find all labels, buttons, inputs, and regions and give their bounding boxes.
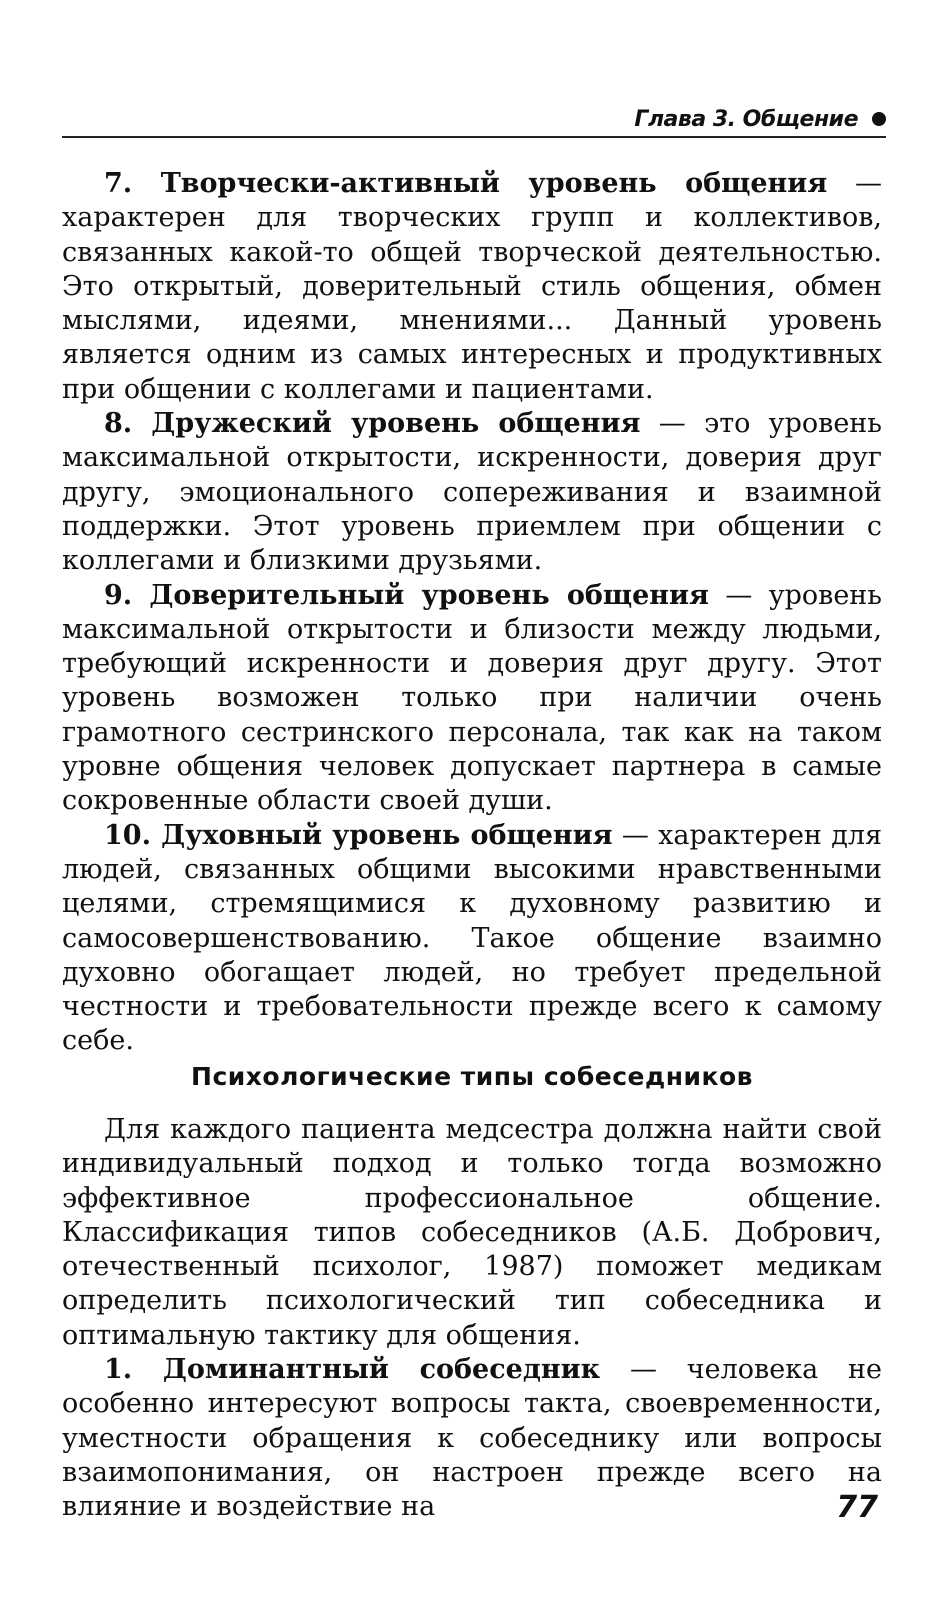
paragraph-term: 1. Доминантный собеседник [104, 1354, 601, 1386]
paragraph-term: 10. Духовный уровень общения [104, 819, 613, 851]
paragraph-level-9 [62, 579, 882, 819]
chapter-title: Глава 3. Общение [634, 107, 858, 132]
paragraph-text: — это уровень максимальной открытости, искренности, доверия друг другу, эмоционального сопереживания и взаимной поддержки. Этот уровень приемлем при общении с коллегами и близкими друзьями. [62, 408, 882, 577]
paragraph-text: — человека не особенно интересуют вопросы такта, своевременности, уместности обращения к собеседнику или вопросы взаимопонимания, он настроен прежде всего на влияние и воздействие на [62, 1354, 883, 1523]
paragraph-text: — характерен для творческих групп и коллективов, связанных какой-то общей творческой деятельностью. Это открытый, доверительный стиль общения, обмен мыслями, идеями, мнениями... Данный уровень является одним из самых интересных и продуктивных при общении с коллегами и пациентами. [62, 168, 882, 405]
paragraph-term: 7. Творчески-активный уровень общения [104, 168, 828, 199]
paragraph-text: Для каждого пациента медсестра должна найти свой индивидуальный подход и только тогда возможно эффективное профессиональное общение. Классификация типов собеседников (А.Б. Добрович, отечественный психолог, 1987) поможет медикам определить психологический тип собеседника и оптимальную тактику для общения. [62, 1114, 882, 1351]
paragraph-text: — характерен для людей, связанных общими высокими нравственными целями, стремящимися к духовному развитию и самосовершенствованию. Такое общение взаимно духовно обогащает людей, но требует предельной честности и требовательности прежде всего к самому себе. [62, 819, 882, 1057]
page-number: 77 [836, 1490, 878, 1525]
paragraph-level-10 [62, 819, 882, 1059]
section-heading: Психологические типы собеседников [191, 1062, 753, 1091]
paragraph-type-1 [62, 1353, 882, 1524]
body-text-top [62, 167, 882, 1059]
paragraph-text: — уровень максимальной открытости и близости между людьми, требующий искренности и доверия друг другу. Этот уровень возможен только при наличии очень грамотного сестринского персонала, так как на таком уровне общения человек допускает партнера в самые сокровенные области своей души. [62, 579, 883, 817]
paragraph-level-7 [62, 167, 882, 407]
paragraph-term: 8. Дружеский уровень общения [104, 408, 641, 440]
paragraph-level-8 [62, 407, 882, 578]
running-head [62, 100, 886, 138]
paragraph-term: 9. Доверительный уровень общения [104, 579, 710, 611]
bullet-icon [872, 112, 886, 126]
paragraph-intro [62, 1113, 882, 1353]
body-text-bottom [62, 1113, 882, 1525]
